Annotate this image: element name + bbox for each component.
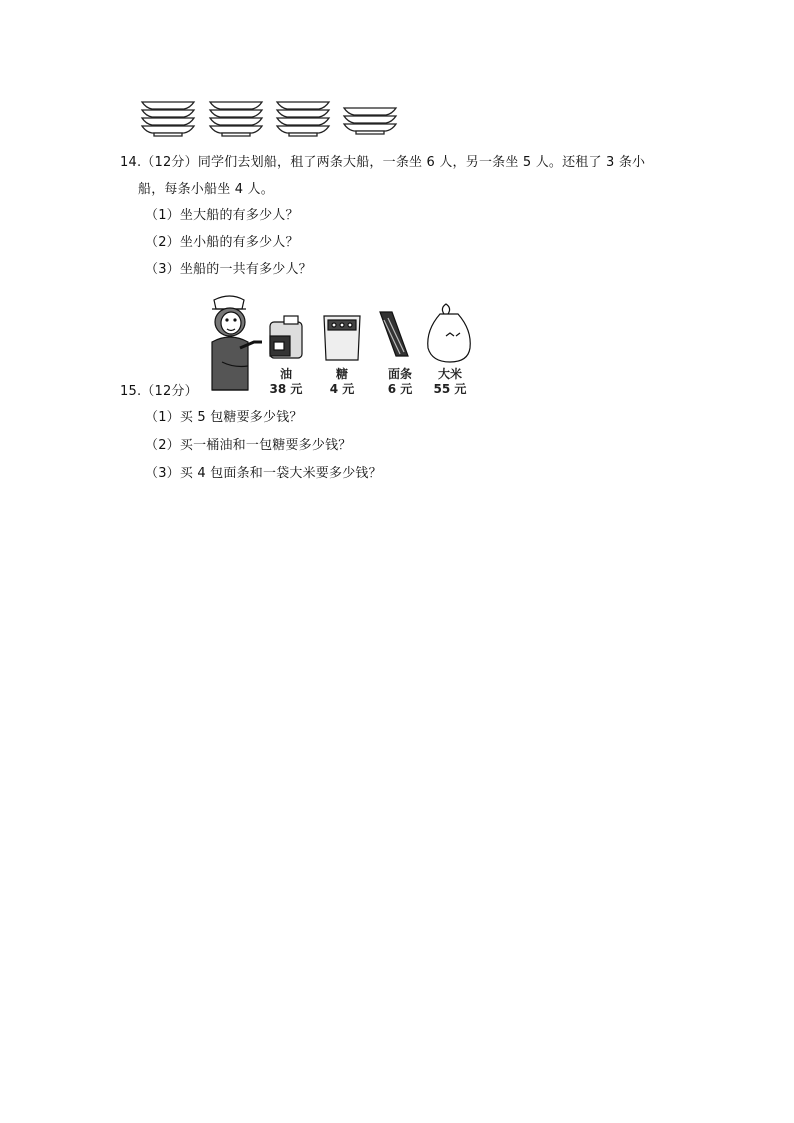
question-14-stem-continued: 船，每条小船坐 4 人。 bbox=[138, 182, 274, 197]
question-14-part-2: （2）坐小船的有多少人？ bbox=[145, 235, 299, 250]
question-15-part-1: （1）买 5 包糖要多少钱？ bbox=[145, 410, 303, 425]
noodle-pack-icon bbox=[380, 312, 408, 356]
product-name-sugar: 糖 bbox=[335, 367, 348, 381]
question-15-title: 15.（12分） bbox=[120, 384, 198, 399]
product-price-noodles: 6 元 bbox=[387, 382, 413, 396]
question-15-part-3: （3）买 4 包面条和一袋大米要多少钱？ bbox=[145, 466, 382, 481]
bowl-stack bbox=[277, 102, 329, 136]
bowl-stack bbox=[142, 102, 194, 136]
product-price-rice: 55 元 bbox=[433, 382, 467, 396]
shop-illustration bbox=[200, 292, 490, 400]
question-14-part-3: （3）坐船的一共有多少人？ bbox=[145, 262, 312, 277]
bowl-stack bbox=[210, 102, 262, 136]
product-price-oil: 38 元 bbox=[269, 382, 303, 396]
rice-sack-icon bbox=[428, 304, 471, 362]
question-14-stem: 14.（12分）同学们去划船，租了两条大船，一条坐 6 人，另一条坐 5 人。还租了 3 条小 bbox=[120, 155, 646, 170]
sugar-bag-icon bbox=[324, 316, 360, 360]
question-14-part-1: （1）坐大船的有多少人？ bbox=[145, 208, 299, 223]
bowl-stacks-icon bbox=[138, 98, 398, 142]
bowl-stacks-illustration bbox=[138, 98, 398, 142]
question-15-part-2: （2）买一桶油和一包糖要多少钱？ bbox=[145, 438, 352, 453]
product-name-noodles: 面条 bbox=[387, 367, 412, 381]
product-name-rice: 大米 bbox=[437, 367, 462, 381]
product-name-oil: 油 bbox=[279, 367, 292, 381]
product-price-sugar: 4 元 bbox=[329, 382, 355, 396]
bowl-stack bbox=[344, 108, 396, 134]
oil-jug-icon bbox=[270, 316, 302, 358]
